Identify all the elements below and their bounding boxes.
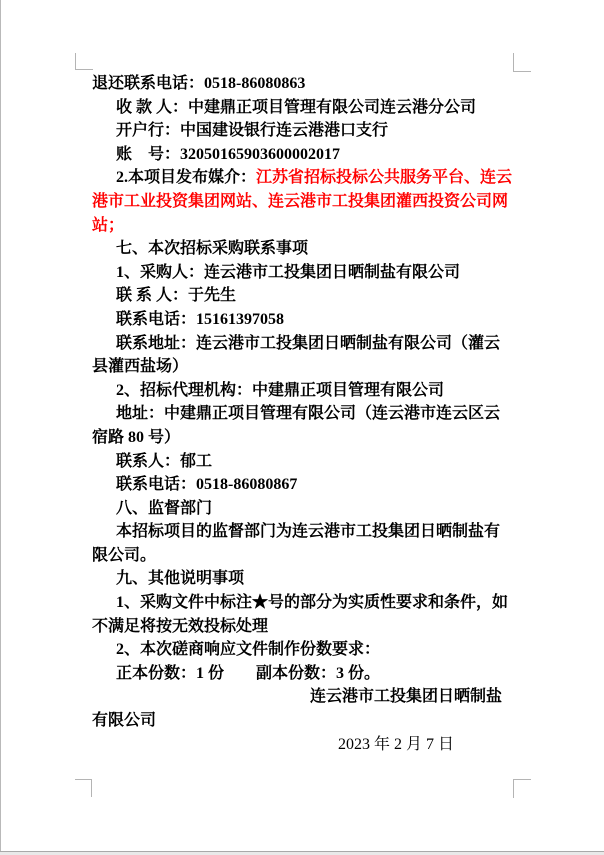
signature-date: 2023 年 2 月 7 日: [338, 735, 455, 753]
para-payee: 收 款 人：中建鼎正项目管理有限公司连云港分公司: [116, 98, 477, 116]
para-agency-address: 地址：中建鼎正项目管理有限公司（连云港市连云区云宿路 80 号）: [92, 405, 501, 446]
margin-crop-mark-top-right: [513, 71, 531, 72]
margin-crop-mark-bottom-left: [75, 779, 92, 780]
para-agency-phone: 联系电话：0518-86080867: [116, 476, 298, 494]
para-refund-phone: 退还联系电话：0518-86080863: [92, 75, 306, 92]
margin-crop-mark-bottom-right: [513, 779, 531, 780]
page-bottom-edge: [0, 851, 604, 852]
para-contact-phone: 联系电话：15161397058: [116, 310, 285, 328]
section-9-heading: 九、其他说明事项: [116, 570, 245, 588]
para-contact-address: 联系地址：连云港市工投集团日晒制盐有限公司（灌云县灌西盐场）: [92, 334, 501, 376]
para-note-star: 1、采购文件中标注★号的部分为实质性要求和条件，如不满足将按无效投标处理: [92, 594, 509, 635]
signature-company: 连云港市工投集团日晒制盐有限公司: [92, 688, 503, 730]
para-contact-person: 联 系 人：于先生: [116, 287, 237, 305]
section-7-heading: 七、本次招标采购联系事项: [116, 240, 309, 258]
publication-media-label: 2.本项目发布媒介：: [116, 169, 257, 187]
margin-crop-mark-bottom-left: [91, 779, 92, 797]
para-bank: 开户行：中国建设银行连云港港口支行: [116, 122, 389, 140]
para-agency: 2、招标代理机构：中建鼎正项目管理有限公司: [116, 381, 445, 399]
para-agency-contact: 联系人：郁工: [116, 452, 213, 470]
margin-crop-mark-bottom-right: [513, 779, 514, 798]
para-copies-count: 正本份数：1 份 副本份数：3 份。: [116, 664, 381, 682]
para-purchaser: 1、采购人：连云港市工投集团日晒制盐有限公司: [116, 263, 461, 281]
document-body: [92, 72, 513, 756]
margin-crop-mark-top-left: [75, 53, 76, 70]
section-8-heading: 八、监督部门: [116, 499, 213, 517]
page-left-edge: [0, 0, 1, 851]
para-account-number: 账 号：32050165903600002017: [116, 145, 341, 163]
para-supervisor: 本招标项目的监督部门为连云港市工投集团日晒制盐有限公司。: [92, 523, 501, 564]
para-note-copies-requirement: 2、本次磋商响应文件制作份数要求：: [116, 641, 381, 659]
margin-crop-mark-top-left: [75, 69, 93, 70]
para-publication-media: [92, 166, 513, 237]
margin-crop-mark-top-right: [513, 53, 514, 72]
publication-media-list: 江苏省招标投标公共服务平台、连云港市工业投资集团网站、连云港市工投集团灌西投资公司网站；: [92, 169, 513, 234]
